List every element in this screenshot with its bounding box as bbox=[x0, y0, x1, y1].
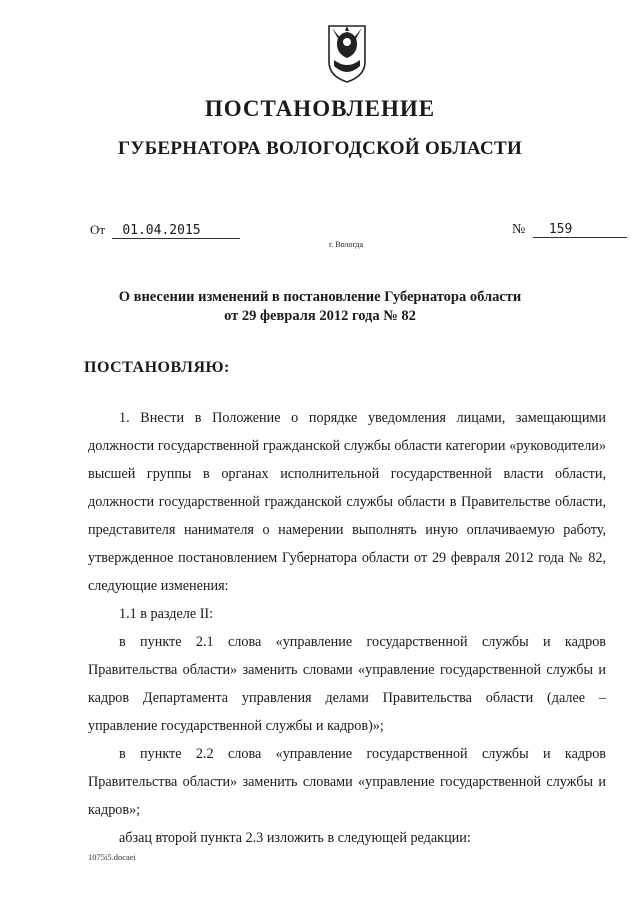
date-value: 01.04.2015 bbox=[112, 223, 240, 239]
paragraph-5: абзац второй пункта 2.3 изложить в следующей редакции: bbox=[119, 830, 471, 846]
vologda-coat-of-arms-icon bbox=[326, 22, 368, 84]
paragraph-1: 1. Внести в Положение о порядке уведомления лицами, замещающими должности государственной гражданской службы области категории «руководители» высшей группы в органах исполнительной государственной власти области, должности государственной гражданской службы области в Правительстве области, представителя нанимателя о намерении выполнять иную оплачиваемую работу, утвержденное постановлением Губернатора области от 29 февраля 2012 года № 82, следующие изменения: bbox=[88, 410, 606, 594]
footer-filename: 1075i5.docaei bbox=[88, 852, 136, 862]
document-number bbox=[512, 222, 627, 238]
document-body bbox=[88, 404, 606, 852]
subject-line-1: О внесении изменений в постановление Губернатора области bbox=[118, 289, 522, 305]
subject-line-2: от 29 февраля 2012 года № 82 bbox=[224, 308, 416, 324]
document-title: ПОСТАНОВЛЕНИЕ bbox=[204, 96, 436, 121]
paragraph-3: в пункте 2.1 слова «управление государственной службы и кадров Правительства области» заменить словами «управление государственной службы и кадров Департамента управления делами Правительства области (далее – управление государственной службы и кадров)»; bbox=[88, 634, 606, 734]
city-name: г. Вологда bbox=[328, 240, 364, 249]
number-prefix: № bbox=[512, 222, 526, 237]
document-date bbox=[90, 222, 240, 239]
date-prefix: От bbox=[90, 222, 106, 237]
document-authority: ГУБЕРНАТОРА ВОЛОГОДСКОЙ ОБЛАСТИ bbox=[117, 138, 523, 159]
document-subject bbox=[0, 288, 640, 326]
number-value: 159 bbox=[533, 222, 627, 238]
decree-heading: ПОСТАНОВЛЯЮ: bbox=[84, 359, 230, 376]
paragraph-2: 1.1 в разделе II: bbox=[119, 606, 214, 622]
paragraph-4: в пункте 2.2 слова «управление государственной службы и кадров Правительства области» заменить словами «управление государственной службы и кадров»; bbox=[88, 746, 606, 818]
